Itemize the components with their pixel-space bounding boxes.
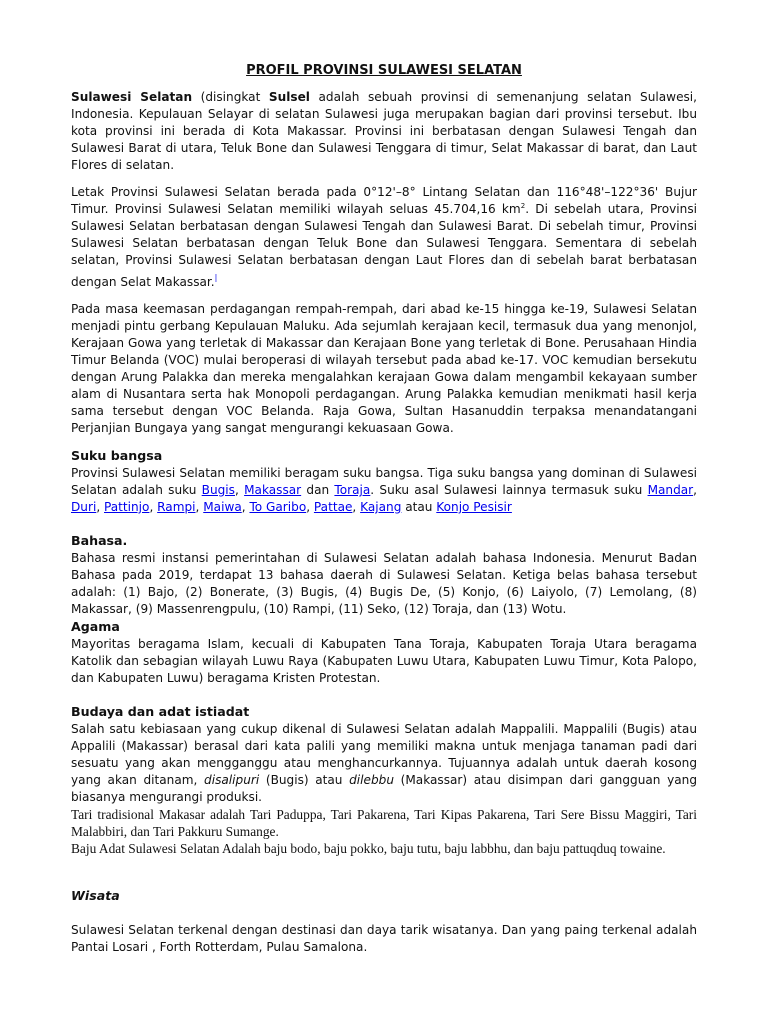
link-kajang[interactable]: Kajang xyxy=(360,500,402,514)
language-paragraph: Bahasa resmi instansi pemerintahan di Sulawesi Selatan adalah bahasa Indonesia. Menurut Badan Bahasa pada 2019, terdapat 13 bahasa daerah di Sulawesi Selatan. Ketiga belas bahasa tersebut adalah: (1) Bajo, (2) Bonerate, (3) Bugis, (4) Bugis De, (5) Konjo, (6) Laiyolo, (7) Lemolang, (8) Makassar, (9) Massenrengpulu, (10) Rampi, (11) Seko, (12) Toraja, dan (13) Wotu. xyxy=(71,551,697,616)
culture-heading: Budaya dan adat istiadat xyxy=(71,704,250,719)
ethnic-paragraph xyxy=(71,465,697,516)
culture-text-2: (Bugis) atau xyxy=(259,773,350,787)
culture-term-disalipuri: disalipuri xyxy=(204,773,260,787)
intro-text-1: (disingkat xyxy=(192,90,269,104)
history-paragraph: Pada masa keemasan perdagangan rempah-rempah, dari abad ke-15 hingga ke-19, Sulawesi Selatan menjadi pintu gerbang Kepulauan Maluku. Ada sejumlah kerajaan kecil, termasuk dua yang menonjol, Kerajaan Gowa yang terletak di Makassar dan Kerajaan Bone yang terletak di Bone. Perusahaan Hindia Timur Belanda (VOC) mulai beroperasi di wilayah tersebut pada abad ke-17. VOC kemudian bersekutu dengan Arung Palakka dan mereka mengalahkan kerajaan Gowa dalam mengambil kekayaan sumber alam di Nusantara serta hak Monopoli perdagangan. Arung Palakka kemudian menikmati hasil kerja sama tersebut dengan VOC Belanda. Raja Gowa, Sultan Hasanuddin terpaksa menandatangani Perjanjian Bungaya yang sangat mengurangi kekuasaan Gowa. xyxy=(71,302,697,435)
location-paragraph xyxy=(71,184,697,291)
culture-term-dilebbu: dilebbu xyxy=(349,773,394,787)
footnote-link[interactable]: | xyxy=(214,273,218,282)
religion-paragraph: Mayoritas beragama Islam, kecuali di Kabupaten Tana Toraja, Kabupaten Toraja Utara beragama Katolik dan sebagian wilayah Luwu Raya (Kabupaten Luwu Utara, Kabupaten Luwu Timur, Kota Palopo, dan Kabupaten Luwu) beragama Kristen Protestan. xyxy=(71,637,697,685)
location-text-2: . Di sebelah utara, Provinsi Sulawesi Selatan berbatasan dengan Sulawesi Tengah dan Sulawesi Barat. Di sebelah timur, Provinsi Sulawesi Selatan berbatasan dengan Teluk Bone dan Sulawesi Tenggara. Sementara di sebelah selatan, Provinsi Sulawesi Selatan berbatasan dengan Laut Flores dan di sebelah barat berbatasan dengan Selat Makassar. xyxy=(71,202,697,289)
culture-text-1: Salah satu kebiasaan yang cukup dikenal di Sulawesi Selatan adalah Mappalili. Mappalili (Bugis) atau Appalili (Makassar) berasal dari kata palili yang memiliki makna untuk menjaga tanaman padi dari sesuatu yang akan mengganggu atau menghancurkannya. Tujuannya adalah untuk daerah kosong yang akan ditanam, xyxy=(71,722,697,787)
link-to-garibo[interactable]: To Garibo xyxy=(249,500,307,514)
ethnic-sep-3: , xyxy=(693,483,697,497)
culture-paragraph xyxy=(71,721,697,806)
ethnic-sep-2: dan xyxy=(301,483,335,497)
link-konjo-pesisir[interactable]: Konjo Pesisir xyxy=(436,500,512,514)
costume-paragraph: Baju Adat Sulawesi Selatan Adalah baju bodo, baju pokko, baju tutu, baju labbhu, dan baju pattuqduq towaine. xyxy=(71,841,666,856)
area-superscript: 2 xyxy=(520,201,526,210)
ethnic-text-2: . Suku asal Sulawesi lainnya termasuk suku xyxy=(370,483,648,497)
ethnic-sep-10: atau xyxy=(401,500,437,514)
link-bugis[interactable]: Bugis xyxy=(201,483,235,497)
ethnic-heading: Suku bangsa xyxy=(71,448,163,463)
ethnic-sep-9: , xyxy=(352,500,361,514)
link-toraja[interactable]: Toraja xyxy=(334,483,371,497)
document-page xyxy=(71,62,697,956)
link-mandar[interactable]: Mandar xyxy=(647,483,694,497)
ethnic-sep-8: , xyxy=(306,500,314,514)
language-heading: Bahasa. xyxy=(71,533,128,548)
link-duri[interactable]: Duri xyxy=(71,500,97,514)
link-maiwa[interactable]: Maiwa xyxy=(203,500,242,514)
intro-paragraph xyxy=(71,89,697,174)
ethnic-sep-7: , xyxy=(241,500,250,514)
religion-heading: Agama xyxy=(71,619,120,634)
intro-abbr: Sulsel xyxy=(268,90,310,104)
intro-text-2: adalah sebuah provinsi di semenanjung selatan Sulawesi, Indonesia. Kepulauan Selayar di selatan Sulawesi juga merupakan bagian dari provinsi tersebut. Ibu kota provinsi ini berada di Kota Makassar. Provinsi ini berbatasan dengan Sulawesi Tengah dan Sulawesi Barat di utara, Teluk Bone dan Sulawesi Tenggara di timur, Selat Makassar di barat, dan Laut Flores di selatan. xyxy=(71,90,698,172)
link-pattinjo[interactable]: Pattinjo xyxy=(104,500,150,514)
ethnic-sep-6: , xyxy=(195,500,204,514)
culture-text-3: (Makassar) atau disimpan dari gangguan yang biasanya mengurangi produksi. xyxy=(71,773,697,804)
link-rampi[interactable]: Rampi xyxy=(157,500,196,514)
ethnic-sep-5: , xyxy=(149,500,158,514)
ethnic-sep-1: , xyxy=(234,483,245,497)
dance-paragraph: Tari tradisional Makasar adalah Tari Paduppa, Tari Pakarena, Tari Kipas Pakarena, Tari Sere Bissu Maggiri, Tari Malabbiri, dan Tari Pakkuru Sumange. xyxy=(71,807,697,839)
ethnic-sep-4: , xyxy=(96,500,105,514)
page-title: PROFIL PROVINSI SULAWESI SELATAN xyxy=(246,63,522,78)
intro-name: Sulawesi Selatan xyxy=(71,90,193,104)
link-pattae[interactable]: Pattae xyxy=(313,500,353,514)
location-text-1: Letak Provinsi Sulawesi Selatan berada pada 0°12'–8° Lintang Selatan dan 116°48'–122°36' Bujur Timur. Provinsi Sulawesi Selatan memiliki wilayah seluas 45.704,16 km xyxy=(71,185,697,216)
link-makassar[interactable]: Makassar xyxy=(244,483,302,497)
tourism-heading: Wisata xyxy=(71,888,120,903)
tourism-paragraph: Sulawesi Selatan terkenal dengan destinasi dan daya tarik wisatanya. Dan yang paing terkenal adalah Pantai Losari , Forth Rotterdam, Pulau Samalona. xyxy=(71,923,697,954)
ethnic-text-1: Provinsi Sulawesi Selatan memiliki beragam suku bangsa. Tiga suku bangsa yang dominan di Sulawesi Selatan adalah suku xyxy=(71,466,697,497)
